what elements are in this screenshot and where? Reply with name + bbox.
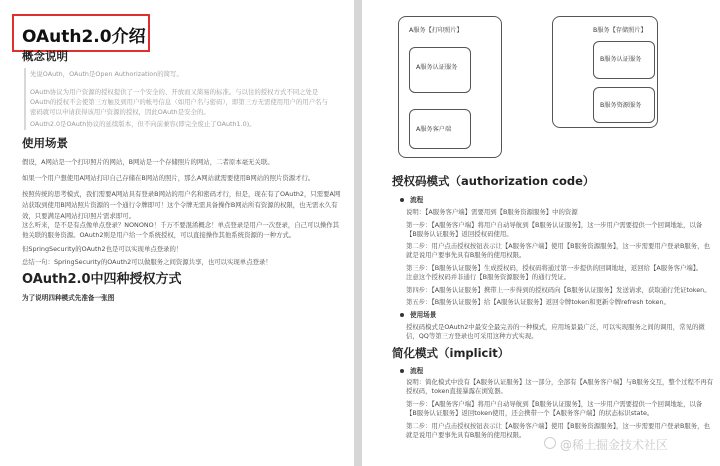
usage-line-9: 总结一句：SpringSecurity的OAuth2可以做服务之间资源共享，也可以实现单点登录！ xyxy=(22,258,272,266)
usage-line-1: 假设，A网站是一个打印照片的网站，B网站是一个存储照片的网站，二者原本毫无关联。 xyxy=(22,158,274,166)
auth-code-line-2: 第一步：【A服务客户端】将用户自动导航到【B服务认证服务】，这一步用户需要提供一个回调地址，以备 xyxy=(406,221,703,229)
implicit-heading: 简化模式（implicit） xyxy=(392,346,510,360)
auth-code-line-6: 第三步：【B服务认证服务】生成授权码，授权码将通过第一步提供的回调地址，返回给【A服务客户端】。 xyxy=(406,264,703,272)
implicit-line-6: 就是说用户要事先具有B服务的使用权限。 xyxy=(406,431,526,439)
modes-subtitle: 为了说明四种模式先准备一张图 xyxy=(22,294,115,302)
service-b-resource-box xyxy=(593,87,655,123)
concept-line-1: 先说OAuth，OAuth是Open Authorization的简写。 xyxy=(30,70,183,78)
auth-code-scene-label: 使用场景 xyxy=(410,311,437,319)
concept-line-5: OAuth2.0是OAuth协议的延续版本，但不向前兼容(即完全废止了OAuth1.0)。 xyxy=(30,120,256,128)
service-b-resource-label: B服务资源服务 xyxy=(600,102,642,109)
page-gap xyxy=(354,0,362,466)
usage-line-6: 这么听来，是不是有点像单点登录？NONONO！千万不要混淆概念！单点登录是用户一次登录，自己可以操作其 xyxy=(22,221,340,229)
service-b-auth-label: B服务认证服务 xyxy=(600,56,642,63)
service-a-client-label: A服务客户端 xyxy=(416,126,452,133)
usage-line-5: 效，只要满足A网站打印照片需求即可。 xyxy=(22,212,136,220)
usage-line-2: 如果一个用户想使用A网站打印自己存储在B网站的照片，那么A网站就需要使用B网站的照片资源才行。 xyxy=(22,174,315,182)
implicit-line-2: 授权码，token直接暴露在浏览器。 xyxy=(406,387,507,395)
service-b-title: B服务【存储照片】 xyxy=(593,27,647,34)
quote-bar xyxy=(24,68,26,130)
auth-code-line-4: 第二步：用户点击授权按钮表示让【A服务客户端】使用【B服务资源服务】，这一步需要用户登录B服务，也 xyxy=(406,242,710,250)
implicit-line-1: 说明：简化模式中没有【A服务认证服务】这一部分，全部有【A服务客户端】与B服务交互，整个过程不再有 xyxy=(406,378,714,386)
concept-heading: 概念说明 xyxy=(22,49,68,63)
auth-code-flow-label: 流程 xyxy=(410,196,424,204)
service-a-auth-box xyxy=(409,47,471,93)
service-a-title: A服务【打印照片】 xyxy=(409,27,463,34)
auth-code-line-9: 第五步：【B服务认证服务】给【A服务认证服务】返回令牌token和更新令牌refresh token。 xyxy=(406,298,670,306)
left-page xyxy=(0,0,354,466)
auth-code-scene-line-2: 信，QQ等第三方登录也可采用这种方式实现。 xyxy=(406,332,538,340)
auth-code-line-1: 说明：【A服务客户端】需要用到【B服务资源服务】中的资源 xyxy=(406,208,578,216)
usage-line-4: 站获取到使用B网站照片资源的一个通行令牌即可！这个令牌无需具备操作B网站所有资源的权限，也无需永久有 xyxy=(22,201,338,209)
auth-code-line-5: 就是说用户要事先具有B服务的使用权限。 xyxy=(406,251,526,259)
service-b-box xyxy=(552,16,658,128)
doc-title-highlight-box xyxy=(12,14,150,52)
auth-code-line-3: 【B服务认证服务】返回授权码使用。 xyxy=(406,230,513,238)
modes-heading: OAuth2.0中四种授权方式 xyxy=(22,272,182,287)
flow-bullet xyxy=(400,198,404,202)
usage-line-8: 但SpringSecurity的OAuth2也是可以实现单点登录的！ xyxy=(22,245,183,253)
usage-line-3: 按照传统的思考模式，我们需要A网站具有登录B网站的用户名和密码才行，但是，现在有了OAuth2，只需要A网 xyxy=(22,190,341,198)
service-a-box xyxy=(398,16,502,158)
implicit-line-4: 【B服务认证服务】返回token使用，还会携带一个【A服务客户端】的状态标识state。 xyxy=(406,409,654,417)
service-b-auth-box xyxy=(593,41,655,79)
doc-title: OAuth2.0介绍 xyxy=(22,27,146,47)
concept-line-2: OAuth协议为用户资源的授权提供了一个安全的、开放而又简易的标准。与以往的授权方式不同之处是 xyxy=(30,88,319,96)
concept-line-4: 密码就可以申请获得该用户资源的授权，因此OAuth是安全的。 xyxy=(30,108,210,116)
auth-code-line-8: 第四步：【A服务认证服务】携带上一步得到的授权码向【B服务认证服务】发送请求，获取通行凭证token。 xyxy=(406,286,711,294)
auth-code-scene-line-1: 授权码模式是OAuth2中最安全最完善的一种模式，应用场景最广泛，可以实现服务之间的调用，常见的微 xyxy=(406,323,705,331)
implicit-line-5: 第二步：用户点击授权按钮表示让【A服务客户端】使用【B服务资源服务】，这一步需要用户登录B服务，也 xyxy=(406,422,710,430)
watermark-icon xyxy=(544,437,556,449)
concept-line-3: OAuth的授权不会使第三方触及到用户的帐号信息（如用户名与密码），即第三方无需使用用户的用户名与 xyxy=(30,98,328,106)
service-a-client-box xyxy=(409,109,471,149)
implicit-line-3: 第一步：【A服务客户端】将用户自动导航到【B服务认证服务】，这一步用户需要提供一个回调地址，以备 xyxy=(406,400,703,408)
watermark-text: @稀土掘金技术社区 xyxy=(560,438,669,452)
right-page xyxy=(362,0,720,466)
implicit-flow-label: 流程 xyxy=(410,367,424,375)
scene-bullet xyxy=(400,313,404,317)
implicit-flow-bullet xyxy=(400,369,404,373)
service-a-auth-label: A服务认证服务 xyxy=(416,64,458,71)
auth-code-heading: 授权码模式（authorization code） xyxy=(392,174,595,188)
auth-code-line-7: 注意这个授权码并非通行【B服务资源服务】的通行凭证。 xyxy=(406,273,571,281)
usage-line-7: 他关联的服务资源。OAuth2则是用户给一个系统授权，可以直接操作其他系统资源的一种方式。 xyxy=(22,231,296,239)
usage-heading: 使用场景 xyxy=(22,136,68,150)
